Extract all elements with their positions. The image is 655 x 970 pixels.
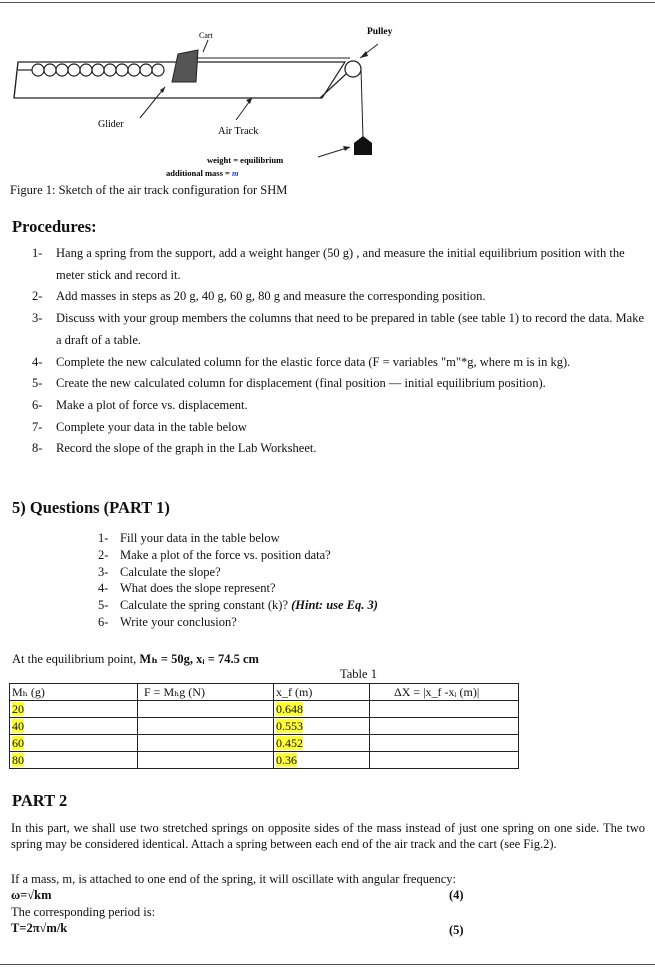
procedures-heading: Procedures: bbox=[12, 217, 97, 236]
force-cell[interactable] bbox=[138, 718, 274, 735]
formula-angular-frequency: ω=√km bbox=[11, 888, 52, 902]
xf-cell: 0.648 bbox=[276, 702, 303, 716]
question-item: 2- Make a plot of the force vs. position data? bbox=[98, 547, 331, 562]
force-cell[interactable] bbox=[138, 735, 274, 752]
formula-period: T=2π√m/k bbox=[11, 921, 68, 935]
part2-period-text: The corresponding period is: bbox=[11, 905, 156, 919]
equilibrium-values: Mₕ = 50g, xᵢ = 74.5 cm bbox=[139, 652, 259, 666]
equilibrium-statement: At the equilibrium point, Mₕ = 50g, xᵢ = 74.5 cm bbox=[12, 652, 259, 666]
mass-cell: 80 bbox=[12, 753, 24, 767]
header-cell: x_f (m) bbox=[274, 684, 370, 701]
procedures-list bbox=[32, 243, 644, 460]
procedure-item: 1- Hang a spring from the support, add a weight hanger (50 g) , and measure the initial equilibrium position with the meter stick and record it. bbox=[32, 246, 625, 282]
dx-cell[interactable] bbox=[370, 752, 519, 769]
header-cell: F = Mₕg (N) bbox=[138, 684, 274, 701]
label-cart: Cart bbox=[199, 31, 213, 40]
spring-drawing bbox=[18, 64, 164, 76]
table-row bbox=[10, 701, 519, 718]
question-item: 6- Write your conclusion? bbox=[98, 614, 237, 629]
procedure-item: 3- Discuss with your group members the columns that need to be prepared in table (see table 1) to record the data. Make a draft of a table. bbox=[32, 311, 645, 347]
dx-cell[interactable] bbox=[370, 735, 519, 752]
dx-cell[interactable] bbox=[370, 701, 519, 718]
questions-heading: 5) Questions (PART 1) bbox=[12, 498, 170, 517]
xf-cell: 0.553 bbox=[276, 719, 303, 733]
header-cell: ΔX = |x_f -xᵢ (m)| bbox=[370, 684, 519, 701]
force-cell[interactable] bbox=[138, 752, 274, 769]
label-air-track: Air Track bbox=[218, 126, 259, 137]
bottom-border bbox=[0, 964, 655, 965]
hanging-weight bbox=[354, 136, 372, 155]
table-row bbox=[10, 735, 519, 752]
table-header-row bbox=[10, 684, 519, 701]
xf-cell: 0.36 bbox=[276, 753, 297, 767]
dx-cell[interactable] bbox=[370, 718, 519, 735]
procedure-item: 4- Complete the new calculated column for the elastic force data (F = variables "m"*g, where m is in kg). bbox=[32, 354, 571, 369]
question-item: 5- Calculate the spring constant (k)? (Hint: use Eq. 3) bbox=[98, 598, 378, 613]
procedure-item: 7- Complete your data in the table below bbox=[32, 419, 247, 434]
mass-cell: 60 bbox=[12, 736, 24, 750]
question-item: 4- What does the slope represent? bbox=[98, 581, 276, 596]
table-row bbox=[10, 752, 519, 769]
part2-frequency-text: If a mass, m, is attached to one end of the spring, it will oscillate with angular frequency: bbox=[11, 872, 457, 886]
equation-number-4: (4) bbox=[449, 888, 464, 902]
header-cell: Mₕ (g) bbox=[10, 684, 138, 701]
mass-cell: 40 bbox=[12, 719, 24, 733]
table-row bbox=[10, 718, 519, 735]
air-track-figure bbox=[0, 0, 655, 182]
mass-cell: 20 bbox=[12, 702, 24, 716]
label-weight: weight = equilibrium bbox=[207, 155, 284, 165]
label-pulley: Pulley bbox=[367, 27, 393, 37]
questions-list bbox=[98, 530, 498, 631]
question-item: 3- Calculate the slope? bbox=[98, 564, 221, 579]
procedure-item: 2- Add masses in steps as 20 g, 40 g, 60 g, 80 g and measure the corresponding position. bbox=[32, 289, 486, 304]
pulley-wheel bbox=[345, 61, 361, 77]
label-additional-mass: additional mass = m bbox=[166, 168, 239, 178]
procedure-item: 6- Make a plot of force vs. displacement. bbox=[32, 397, 248, 412]
question-item: 1- Fill your data in the table below bbox=[98, 531, 280, 545]
equation-number-5: (5) bbox=[449, 923, 464, 937]
force-cell[interactable] bbox=[138, 701, 274, 718]
part2-heading: PART 2 bbox=[12, 791, 68, 810]
xf-cell: 0.452 bbox=[276, 736, 303, 750]
label-glider: Glider bbox=[98, 119, 124, 130]
table-caption: Table 1 bbox=[340, 667, 377, 681]
figure-caption: Figure 1: Sketch of the air track configuration for SHM bbox=[10, 183, 288, 197]
procedure-item: 8- Record the slope of the graph in the Lab Worksheet. bbox=[32, 441, 317, 456]
hint-text: (Hint: use Eq. 3) bbox=[291, 598, 378, 613]
cart-block bbox=[172, 50, 198, 82]
procedure-item: 5- Create the new calculated column for displacement (final position — initial equilibrium position). bbox=[32, 376, 546, 391]
data-table bbox=[9, 683, 519, 769]
part2-paragraph: In this part, we shall use two stretched springs on opposite sides of the mass instead of just one spring on one side. The two spring may be considered identical. Attach a spring between each end of the air track and the cart (see Fig.2). bbox=[11, 821, 645, 851]
